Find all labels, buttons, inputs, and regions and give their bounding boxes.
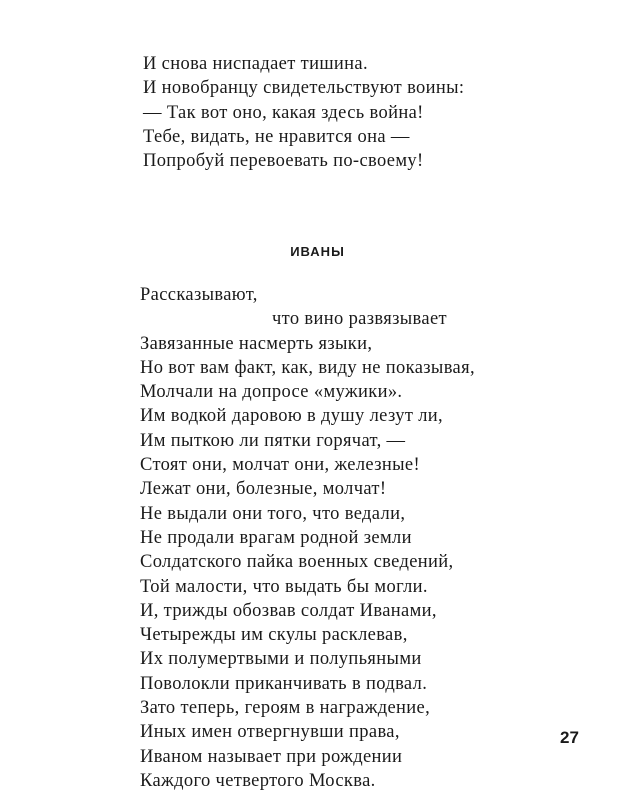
verse-line: Не продали врагам родной земли — [140, 527, 412, 548]
verse-line: Им водкой даровою в душу лезут ли, — [140, 406, 444, 427]
verse-line: что вино развязывает — [272, 309, 447, 330]
verse-line: Стоят они, молчат они, железные! — [140, 455, 420, 476]
verse-line: Иваном называет при рождении — [140, 746, 403, 767]
verse-line: И, трижды обозвав солдат Иванами, — [140, 600, 437, 621]
verse-line: Не выдали они того, что ведали, — [140, 503, 406, 524]
verse-line: Поволокли приканчивать в подвал. — [140, 673, 428, 694]
verse-line: Солдатского пайка военных сведений, — [140, 552, 454, 573]
verse-line: Тебе, видать, не нравится она — — [143, 126, 410, 147]
verse-line: Рассказывают, — [140, 285, 258, 305]
verse-line: Завязанные насмерть языки, — [140, 333, 373, 354]
verse-line: Той малости, что выдать бы могли. — [140, 576, 428, 597]
verse-line: И снова ниспадает тишина. — [143, 54, 368, 74]
verse-line: Каждого четвертого Москва. — [140, 770, 376, 791]
previous-poem-ending — [143, 52, 464, 173]
verse-line: Зато теперь, героям в награждение, — [140, 698, 431, 719]
verse-line: Им пыткою ли пятки горячат, — — [140, 430, 406, 451]
verse-line: Молчали на допросе «мужики». — [140, 382, 403, 403]
poem-title: ИВАНЫ — [290, 244, 345, 259]
verse-line: Их полумертвыми и полупьяными — [140, 649, 422, 670]
verse-line: Иных имен отвергнувши права, — [140, 722, 400, 743]
verse-line: Четырежды им скулы расклевав, — [140, 625, 408, 646]
verse-line: И новобранцу свидетельствуют воины: — [143, 78, 465, 99]
verse-line: Лежат они, болезные, молчат! — [140, 479, 387, 500]
poem-body — [140, 283, 475, 793]
page-number: 27 — [560, 728, 579, 747]
verse-line: Но вот вам факт, как, виду не показывая, — [140, 357, 475, 378]
verse-line: Попробуй перевоевать по-своему! — [143, 151, 424, 172]
verse-line: — Так вот оно, какая здесь война! — [143, 102, 424, 123]
